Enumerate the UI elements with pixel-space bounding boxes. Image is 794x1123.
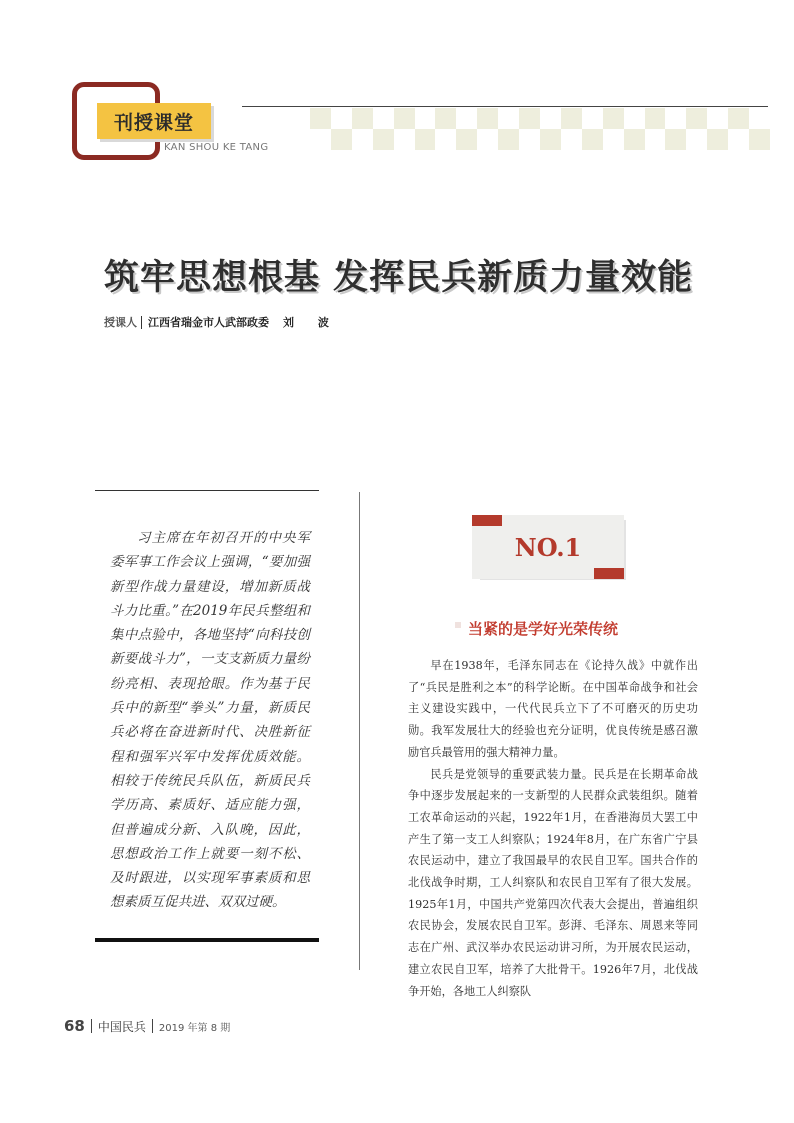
checker-cell bbox=[686, 108, 707, 129]
section-heading: 当紧的是学好光荣传统 bbox=[468, 620, 619, 638]
checker-cell bbox=[624, 129, 645, 150]
checker-cell bbox=[582, 129, 603, 150]
checker-cell bbox=[645, 108, 666, 129]
section-number-accent bbox=[594, 568, 624, 579]
body-paragraph: 民兵是党领导的重要武装力量。民兵是在长期革命战争中逐步发展起来的一支新型的人民群众武装组织。随着工农革命运动的兴起，1922年1月，在香港海员大罢工中产生了第一支工人纠察队；1924年8月，在广东省广宁县农民运动中，建立了我国最早的农民自卫军。国共合作的北伐战争时期，工人纠察队和农民自卫军有了很大发展。1925年1月，中国共产党第四次代表大会提出，普遍组织农民协会，发展农民自卫军。彭湃、毛泽东、周恩来等同志在广州、武汉举办农民运动讲习所，为开展农民运动，建立农民自卫军，培养了大批骨干。1926年7月，北伐战争开始，各地工人纠察队 bbox=[408, 767, 698, 998]
byline bbox=[104, 314, 339, 330]
column-divider bbox=[359, 492, 360, 970]
header-rule bbox=[242, 106, 768, 107]
checker-cell bbox=[415, 129, 436, 150]
checker-cell bbox=[603, 108, 624, 129]
footer-divider bbox=[152, 1019, 153, 1033]
checker-cell bbox=[456, 129, 477, 150]
checker-cell bbox=[749, 129, 770, 150]
checker-cell bbox=[435, 129, 456, 150]
checker-cell bbox=[456, 108, 477, 129]
checker-cell bbox=[519, 129, 540, 150]
checker-cell bbox=[498, 129, 519, 150]
section-heading-marker bbox=[455, 622, 461, 628]
checker-cell bbox=[352, 129, 373, 150]
issue-label: 2019 年第 8 期 bbox=[158, 1022, 231, 1034]
lead-paragraph: 习主席在年初召开的中央军委军事工作会议上强调，“要加强新型作战力量建设，增加新质战斗力比重。”在2019年民兵整组和集中点验中，各地坚持“向科技创新要战斗力”，一支支新质力量纷纷亮相、表现抢眼。作为基于民兵中的新型“拳头”力量，新质民兵必将在奋进新时代、决胜新征程和强军兴军中发挥优质效能。相较于传统民兵队伍，新质民兵学历高、素质好、适应能力强，但普遍成分新、入队晚，因此，思想政治工作上就要一刻不松、及时跟进，以实现军事素质和思想素质互促共进、双双过硬。 bbox=[110, 530, 310, 911]
checker-cell bbox=[540, 129, 561, 150]
checker-cell bbox=[665, 108, 686, 129]
checker-cell bbox=[415, 108, 436, 129]
footer-divider bbox=[91, 1019, 92, 1033]
column-subtitle: KAN SHOU KE TANG bbox=[164, 142, 269, 153]
checker-cell bbox=[331, 129, 352, 150]
checker-cell bbox=[394, 129, 415, 150]
checker-cell bbox=[665, 129, 686, 150]
section-body bbox=[408, 655, 698, 1002]
checker-cell bbox=[603, 129, 624, 150]
checker-row bbox=[310, 108, 770, 129]
checker-cell bbox=[707, 108, 728, 129]
checker-cell bbox=[310, 129, 331, 150]
checker-cell bbox=[749, 108, 770, 129]
checker-cell bbox=[435, 108, 456, 129]
lead-rule-top bbox=[95, 490, 319, 491]
article-title: 筑牢思想根基 发挥民兵新质力量效能 bbox=[104, 258, 694, 298]
checker-cell bbox=[728, 108, 749, 129]
checker-cell bbox=[477, 108, 498, 129]
byline-name: 刘 波 bbox=[283, 316, 339, 329]
checker-cell bbox=[540, 108, 561, 129]
checker-cell bbox=[645, 129, 666, 150]
checker-cell bbox=[331, 108, 352, 129]
checker-cell bbox=[352, 108, 373, 129]
byline-divider bbox=[141, 316, 142, 329]
checker-row bbox=[310, 129, 770, 150]
magazine-name: 中国民兵 bbox=[97, 1019, 146, 1034]
checker-cell bbox=[519, 108, 540, 129]
section-number-accent bbox=[472, 515, 502, 526]
page-footer bbox=[64, 1017, 230, 1035]
section-number: NO.1 bbox=[514, 532, 582, 562]
checker-cell bbox=[561, 108, 582, 129]
checker-pattern bbox=[310, 108, 770, 150]
checker-cell bbox=[310, 108, 331, 129]
checker-cell bbox=[686, 129, 707, 150]
checker-cell bbox=[373, 129, 394, 150]
checker-cell bbox=[477, 129, 498, 150]
body-paragraph: 早在1938年，毛泽东同志在《论持久战》中就作出了“兵民是胜利之本”的科学论断。在中国革命战争和社会主义建设实践中，一代代民兵立下了不可磨灭的历史功勋。我军发展壮大的经验也充分证明，优良传统是感召激励官兵最管用的强大精神力量。 bbox=[408, 659, 698, 759]
checker-cell bbox=[373, 108, 394, 129]
checker-cell bbox=[394, 108, 415, 129]
page-number: 68 bbox=[64, 1017, 85, 1035]
checker-cell bbox=[498, 108, 519, 129]
checker-cell bbox=[624, 108, 645, 129]
checker-cell bbox=[582, 108, 603, 129]
checker-cell bbox=[728, 129, 749, 150]
byline-label: 授课人 bbox=[104, 316, 137, 329]
column-tag: 刊授课堂 bbox=[97, 103, 211, 139]
byline-organization: 江西省瑞金市人武部政委 bbox=[148, 316, 269, 329]
checker-cell bbox=[561, 129, 582, 150]
lead-rule-bottom bbox=[95, 938, 319, 942]
checker-cell bbox=[707, 129, 728, 150]
